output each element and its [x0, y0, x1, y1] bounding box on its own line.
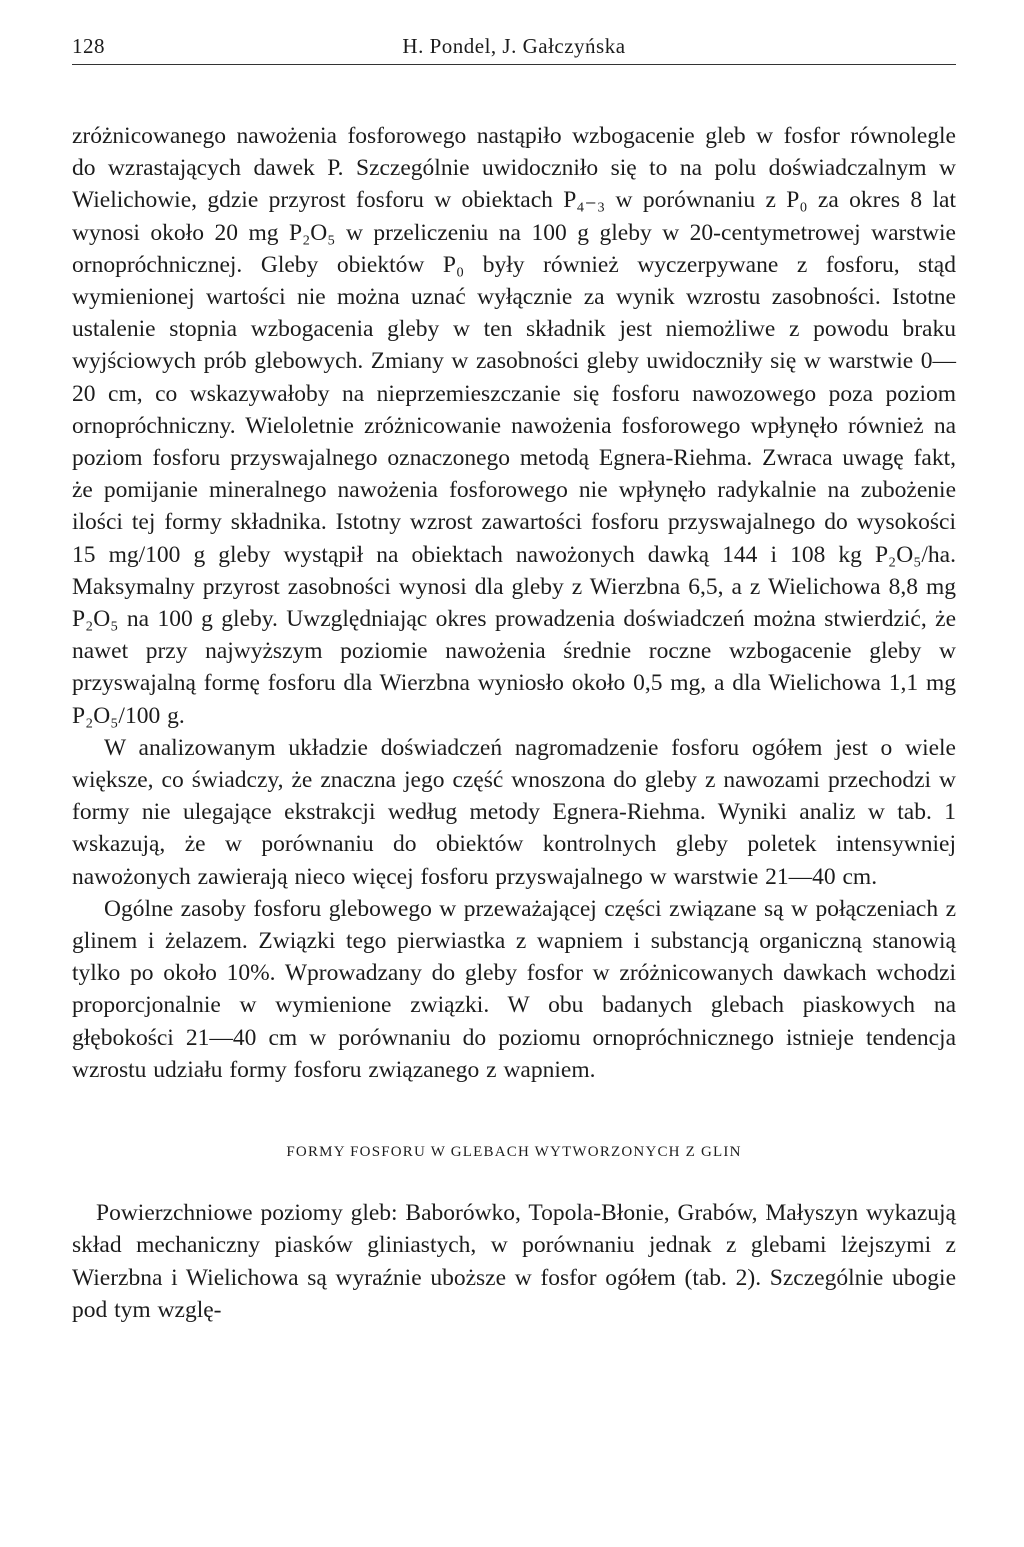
running-head-authors: H. Pondel, J. Gałczyńska [402, 34, 626, 58]
paragraph: W analizowanym układzie doświadczeń nagromadzenie fosforu ogółem jest o wiele większe, co świadczy, że znaczna jego część wnoszona do gleby z nawozami przechodzi w formy nie ulegające ekstrakcji według metody Egnera-Riehma. Wyniki analiz w tab. 1 wskazują, że w porównaniu do obiektów kontrolnych gleby poletek intensywniej nawożonych zawierają nieco więcej fosforu przyswajalnego w warstwie 21—40 cm. [72, 734, 956, 890]
section-heading: FORMY FOSFORU W GLEBACH WYTWORZONYCH Z GLIN [286, 1144, 742, 1161]
page [72, 30, 956, 1326]
paragraph: Ogólne zasoby fosforu glebowego w przeważającej części związane są w połączeniach z glinem i żelazem. Związki tego pierwiastka z wapniem i substancją organiczną stanowią tylko po około 10%. Wprowadzany do gleby fosfor w zróżnicowanych dawkach wchodzi proporcjonalnie w wymienione związki. W obu badanych glebach piaskowych na głębokości 21—40 cm w porównaniu do poziomu ornopróchnicznego istnieje tendencja wzrostu udziału formy fosforu związanego z wapniem. [72, 895, 956, 1083]
paragraph-continued: zróżnicowanego nawożenia fosforowego nastąpiło wzbogacenie gleb w fosfor równolegle do wzrastających dawek P. Szczególnie uwidoczniło się to na polu doświadczalnym w Wielichowie, gdzie przyrost fosforu w obiektach P₄₋₃ w porównaniu z P₀ za okres 8 lat wynosi około 20 mg P₂O₅ w przeliczeniu na 100 g gleby w 20-centymetrowej warstwie ornopróchnicznej. Gleby obiektów P₀ były również wyczerpywane z fosforu, stąd wymienionej wartości nie można uznać wyłącznie za wynik wzrostu zasobności. Istotne ustalenie stopnia wzbogacenia gleby w ten składnik jest niemożliwe z powodu braku wyjściowych prób glebowych. Zmiany w zasobności gleby uwidoczniły się w warstwie 0—20 cm, co wskazywałoby na nieprzemieszczanie się fosforu nawozowego poza poziom ornopróchniczny. Wieloletnie zróżnicowanie nawożenia fosforowego wpłynęło również na poziom fosforu przyswajalnego oznaczonego metodą Egnera-Riehma. Zwraca uwagę fakt, że pomijanie mineralnego nawożenia fosforowego nie wpłynęło radykalnie na zubożenie ilości tej formy składnika. Istotny wzrost zawartości fosforu przyswajalnego do wysokości 15 mg/100 g gleby wystąpił na obiektach nawożonych dawką 144 i 108 kg P₂O₅/ha. Maksymalny przyrost zasobności wynosi dla gleby z Wierzbna 6,5, a z Wielichowa 8,8 mg P₂O₅ na 100 g gleby. Uwzględniając okres prowadzenia doświadczeń można stwierdzić, że nawet przy najwyższym poziomie nawożenia średnie roczne wzbogacenie gleby w przyswajalną formę fosforu dla Wierzbna wyniosło około 0,5 mg, a dla Wielichowa 1,1 mg P₂O₅/100 g. [72, 123, 956, 729]
page-number: 128 [72, 34, 105, 58]
running-head [72, 30, 956, 64]
header-rule [72, 64, 956, 65]
section-paragraph: Powierzchniowe poziomy gleb: Baborówko, Topola-Błonie, Grabów, Małyszyn wykazują skład mechaniczny piasków gliniastych, w porównaniu jednak z glebami lżejszymi z Wierzbna i Wielichowa są wyraźnie uboższe w fosfor ogółem (tab. 2). Szczególnie ubogie pod tym wzglę- [72, 1200, 956, 1323]
body-text [72, 120, 956, 1086]
